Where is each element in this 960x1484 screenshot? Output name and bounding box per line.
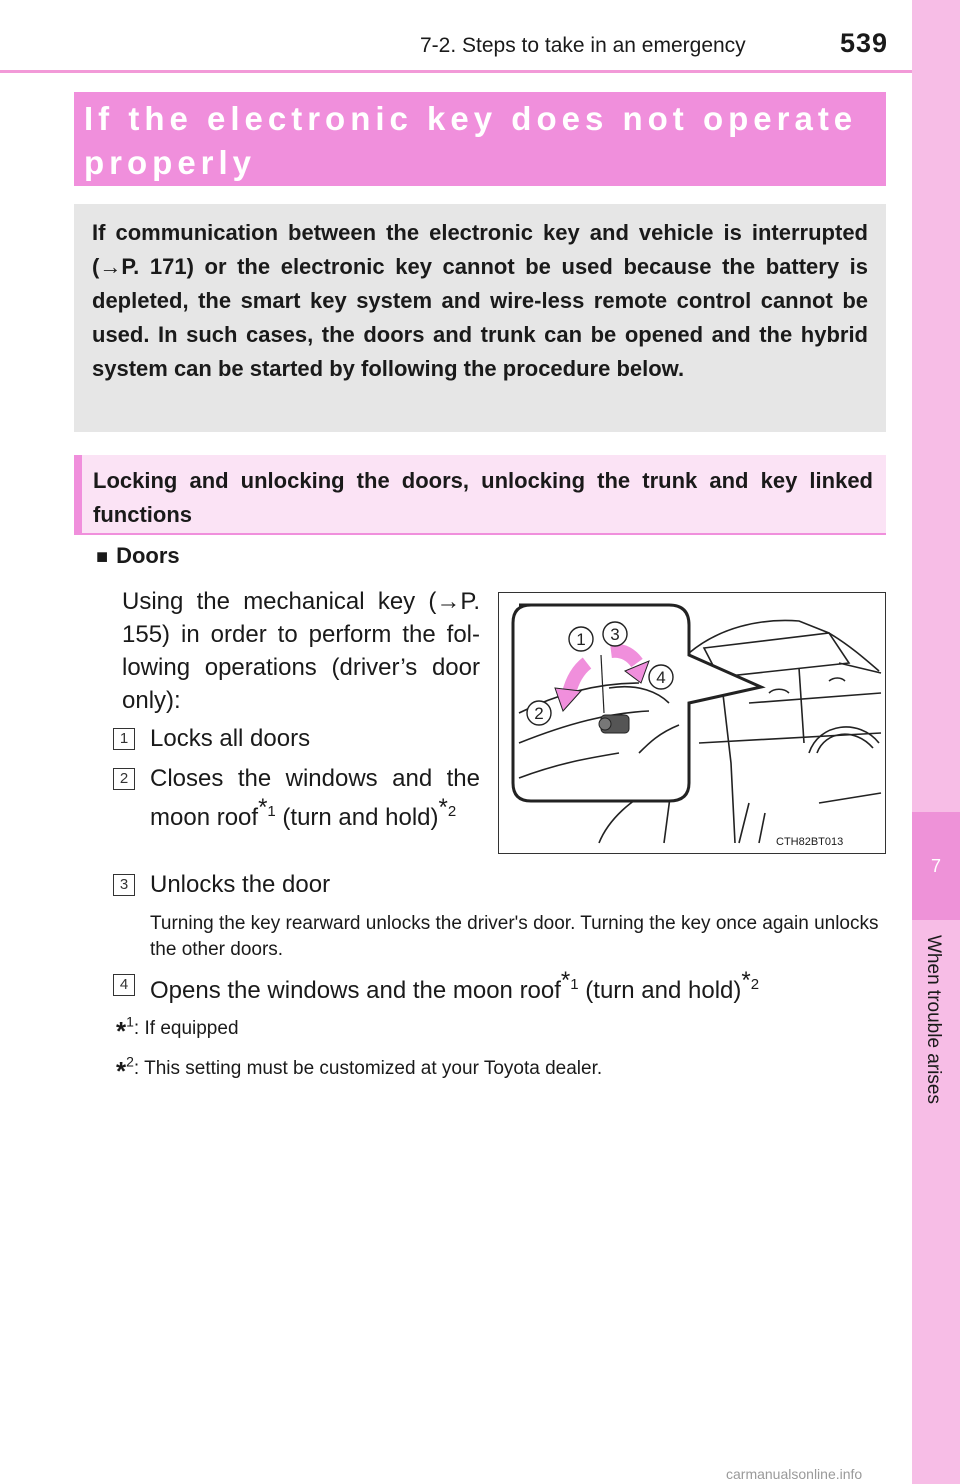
step-4-text-a: Opens the windows and the moon roof (150, 977, 561, 1004)
footnote-ref: 1 (267, 803, 276, 820)
intro-text-part2: ) or the electronic key cannot be used because the battery is depleted, the smart key system and wire-less remote control cannot be used. In such cases, the doors and trunk can be opened and the hybrid system can be started by following the procedure below. (92, 254, 868, 381)
asterisk-icon: * (560, 967, 571, 994)
doors-text-part2: ) in order to perform the fol-lowing operations (driver’s door only): (122, 621, 480, 714)
step-number-2-icon: 2 (113, 768, 135, 790)
step-2-text-b: (turn and hold) (275, 804, 439, 831)
doors-heading-label: Doors (116, 543, 180, 568)
footnote-1 (116, 1010, 239, 1046)
intro-page-reference[interactable]: P. 171 (121, 254, 187, 279)
header-divider (0, 70, 912, 73)
footnote-mark: 1 (126, 1013, 134, 1030)
asterisk-icon: * (258, 794, 268, 821)
page-title: If the electronic key does not operate properly (84, 100, 858, 181)
footnote-ref: 1 (570, 976, 579, 993)
asterisk-icon: * (438, 794, 448, 821)
step-2-text (150, 762, 480, 834)
subheading: Locking and unlocking the doors, unlocking the trunk and key linked functions (93, 468, 873, 527)
subheading-underline (74, 533, 886, 535)
step-2-text-a: Closes the windows and the moon roof (150, 765, 480, 831)
callout-2: 2 (534, 704, 544, 723)
footnote-mark: 2 (126, 1053, 134, 1070)
doors-page-reference[interactable]: P. 155 (122, 588, 480, 648)
doors-paragraph (122, 585, 480, 717)
footnote-2 (116, 1050, 603, 1086)
asterisk-icon: * (116, 1056, 127, 1086)
arrow-icon: → (99, 254, 122, 279)
footnote-ref: 2 (750, 976, 760, 993)
header-section-title: 7-2. Steps to take in an emergency (420, 34, 746, 57)
step-1-text: Locks all doors (150, 725, 311, 752)
step-number-4-icon: 4 (113, 974, 135, 996)
chapter-number: 7 (930, 856, 941, 876)
door-key-illustration (498, 592, 886, 854)
doors-heading (96, 543, 180, 569)
page-number: 539 (840, 28, 889, 58)
footnote-1-text: : If equipped (133, 1018, 239, 1039)
callout-4: 4 (656, 668, 666, 687)
chapter-side-tab[interactable] (912, 0, 960, 1484)
callout-3: 3 (610, 625, 620, 644)
step-3-text: Unlocks the door (150, 871, 331, 898)
step-number-3-icon: 3 (113, 874, 135, 896)
arrow-icon: → (436, 588, 461, 615)
intro-text-part1: If communication between the electronic key and vehicle is interrupted ( (92, 220, 868, 279)
callout-1: 1 (576, 630, 586, 649)
intro-paragraph (92, 216, 868, 386)
watermark: carmanualsonline.info (726, 1466, 863, 1482)
step-number-1-icon: 1 (113, 728, 135, 750)
asterisk-icon: * (741, 967, 751, 994)
asterisk-icon: * (116, 1016, 127, 1046)
square-bullet-icon: ■ (96, 546, 109, 568)
step-4-text-b: (turn and hold) (578, 977, 742, 1004)
figure-id: CTH82BT013 (776, 836, 844, 848)
step-3-note: Turning the key rearward unlocks the driver's door. Turning the key once again unlocks the other doors. (150, 913, 879, 960)
footnote-2-text: : This setting must be customized at your Toyota dealer. (133, 1058, 603, 1079)
doors-text-part1: Using the mechanical key ( (122, 588, 437, 615)
step-4-text (150, 968, 886, 1007)
car-door-drawing (499, 593, 885, 853)
footnote-ref: 2 (447, 803, 457, 820)
chapter-title: When trouble arises (923, 935, 944, 1104)
